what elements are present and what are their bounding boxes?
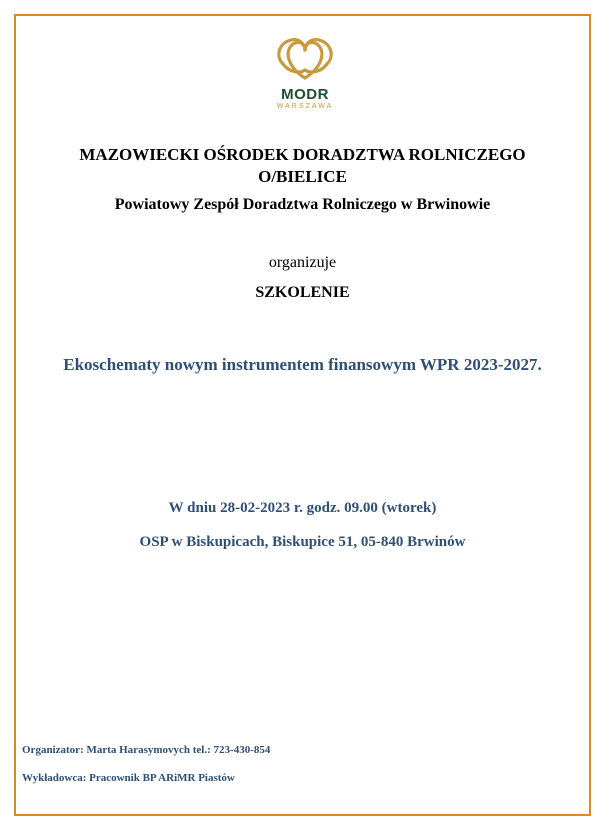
logo-subtitle: WARSZAWA: [276, 103, 334, 110]
sub-organization-name: Powiatowy Zespół Doradztwa Rolniczego w Brwinowie: [114, 196, 491, 213]
document-page: [14, 14, 591, 816]
event-type-heading: SZKOLENIE: [255, 284, 350, 301]
organizes-text: organizuje: [268, 254, 337, 271]
lecturer-info: Wykładowca: Pracownik BP ARiMR Piastów: [22, 772, 235, 784]
trefoil-logo-icon: [265, 34, 345, 86]
modr-logo: [265, 34, 345, 114]
event-date: W dniu 28-02-2023 r. godz. 09.00 (wtorek): [168, 500, 437, 516]
organization-name-line1: MAZOWIECKI OŚRODEK DORADZTWA ROLNICZEGO: [79, 145, 526, 164]
training-topic: Ekoschematy nowym instrumentem finansowym WPR 2023-2027.: [63, 355, 542, 374]
organizer-contact: Organizator: Marta Harasymovych tel.: 723-430-854: [22, 744, 271, 756]
event-location: OSP w Biskupicach, Biskupice 51, 05-840 Brwinów: [139, 534, 466, 550]
logo-name: MODR: [281, 86, 329, 103]
organization-name-line2: O/BIELICE: [258, 167, 347, 186]
